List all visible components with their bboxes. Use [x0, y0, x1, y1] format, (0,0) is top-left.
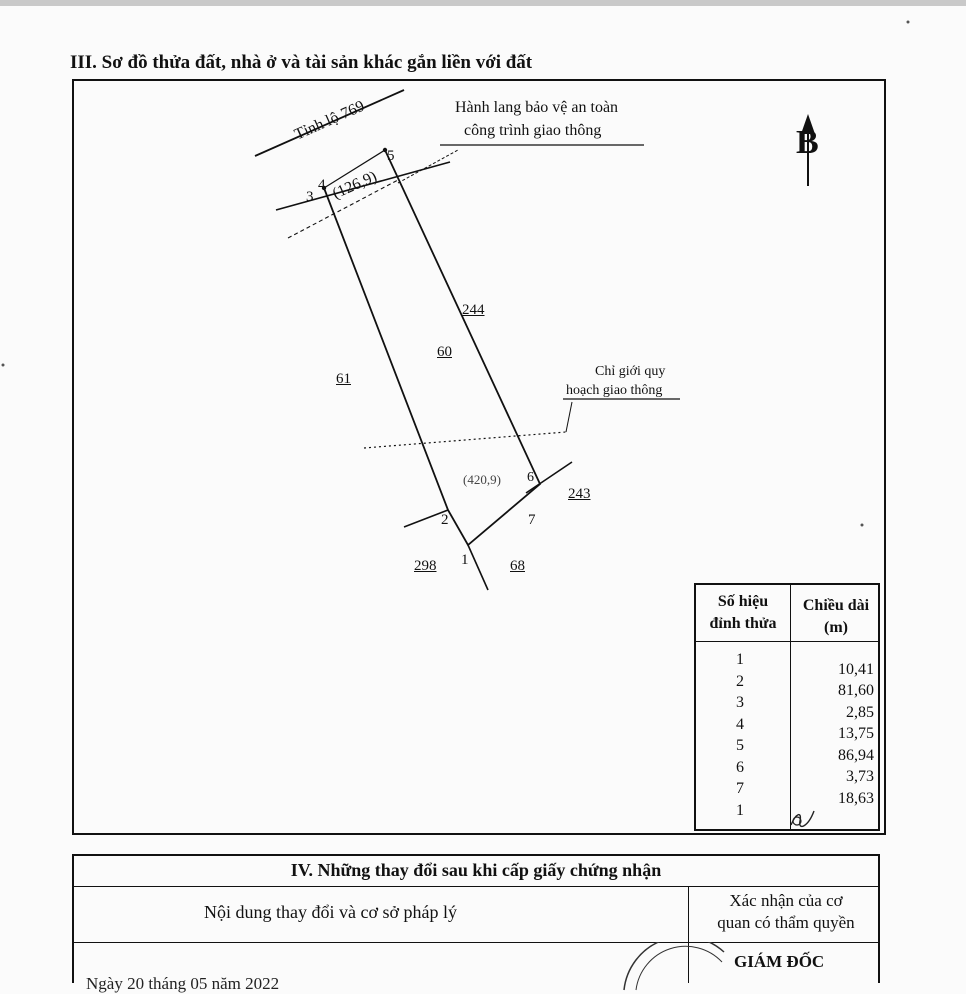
north-arrow-letter: B — [796, 124, 819, 161]
table-row-length: 2,85 — [846, 704, 874, 721]
table-row-vertex: 2 — [736, 673, 744, 690]
vertex-label-2: 2 — [441, 512, 449, 528]
parcel-60-boundary — [324, 150, 540, 545]
table-row-length: 86,94 — [838, 747, 874, 764]
parcel-number-60: 60 — [437, 344, 452, 360]
corridor-label-line2: công trình giao thông — [464, 122, 602, 139]
neighbor-parcel-244: 244 — [462, 302, 485, 318]
planning-boundary-line — [364, 432, 566, 448]
corridor-label-line1: Hành lang bảo vệ an toàn — [455, 99, 619, 116]
table-row-length: 3,73 — [846, 768, 874, 785]
area-main-label: (126,9) — [330, 168, 380, 203]
header-length-line1: Chiều dài — [802, 597, 870, 614]
table-row-length: 10,41 — [838, 661, 874, 678]
header-vertex-line2: đỉnh thửa — [709, 615, 777, 632]
boundary-line-down-1 — [468, 545, 488, 590]
header-length-line2: (m) — [824, 619, 848, 636]
table-row-vertex: 3 — [736, 694, 744, 711]
change-date-line: Ngày 20 tháng 05 năm 2022 — [86, 974, 280, 993]
vertex-length-table — [694, 583, 880, 831]
header-vertex-line1: Số hiệu — [717, 593, 769, 610]
official-seal-icon — [614, 942, 734, 992]
signature-scribble-icon — [788, 807, 818, 831]
vertex-label-4: 4 — [318, 177, 326, 193]
section-4-title: IV. Những thay đổi sau khi cấp giấy chứng nhận — [290, 860, 662, 880]
table-row-vertex: 1 — [736, 802, 744, 819]
changes-content-header: Nội dung thay đổi và cơ sở pháp lý — [204, 902, 458, 922]
area-lower-label: (420,9) — [463, 472, 501, 487]
table-column-divider — [790, 585, 791, 829]
vertex-label-6: 6 — [527, 470, 534, 485]
planning-label-line1: Chỉ giới quy — [595, 364, 666, 379]
neighbor-parcel-298: 298 — [414, 558, 437, 574]
changes-title-row — [74, 856, 878, 887]
changes-authority-header — [696, 890, 876, 934]
table-row-vertex: 5 — [736, 737, 744, 754]
road-name-label: Tỉnh lộ 769 — [292, 97, 368, 144]
table-header-divider — [696, 641, 878, 642]
table-row-length: 13,75 — [838, 725, 874, 742]
neighbor-parcel-68: 68 — [510, 558, 525, 574]
authority-header-line1: Xác nhận của cơ — [729, 891, 843, 910]
table-row-vertex: 1 — [736, 651, 744, 668]
scan-speck — [2, 364, 5, 367]
changes-table — [72, 854, 880, 993]
vertex-label-1: 1 — [461, 552, 469, 568]
vertex-label-3: 3 — [306, 189, 314, 205]
neighbor-parcel-243: 243 — [568, 486, 591, 502]
director-title: GIÁM ĐỐC — [734, 952, 825, 971]
table-row-vertex: 7 — [736, 780, 744, 797]
vertex-label-7: 7 — [528, 512, 536, 528]
scan-speck — [907, 21, 910, 24]
neighbor-parcel-61: 61 — [336, 371, 351, 387]
section-3-title: III. Sơ đồ thửa đất, nhà ở và tài sản khác gắn liền với đất — [70, 52, 533, 73]
planning-label-line2: hoạch giao thông — [566, 383, 663, 398]
planning-leader-line — [566, 402, 572, 432]
authority-header-line2: quan có thẩm quyền — [717, 913, 855, 932]
table-row-vertex: 6 — [736, 759, 744, 776]
scan-speck — [861, 524, 864, 527]
table-row-vertex: 4 — [736, 716, 744, 733]
table-row-length: 18,63 — [838, 790, 874, 807]
table-row-length: 81,60 — [838, 682, 874, 699]
corridor-leader-line — [398, 150, 458, 183]
vertex-label-5: 5 — [387, 148, 395, 164]
